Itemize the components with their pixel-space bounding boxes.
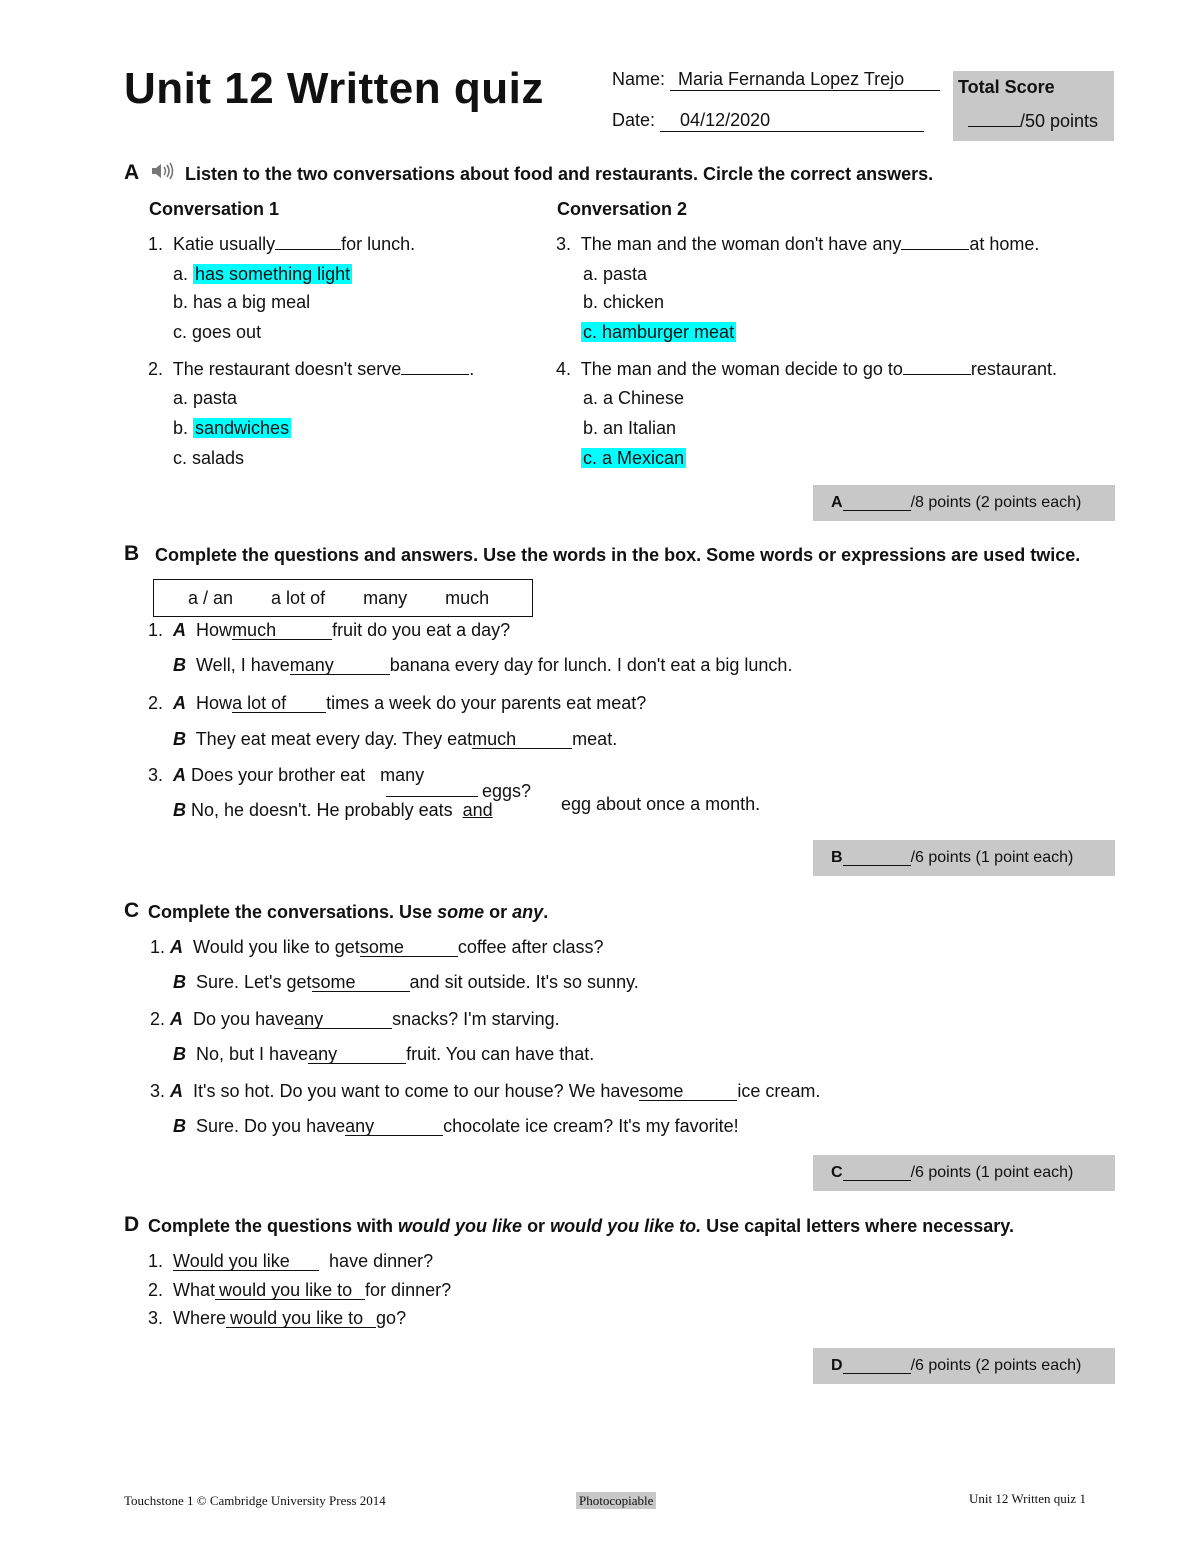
option-a3-b[interactable]: b. chicken: [583, 292, 665, 312]
question-c2a: 2. A Do you haveany snacks? I'm starving.: [150, 1009, 560, 1029]
footer-page-label: Unit 12 Written quiz 1: [969, 1491, 1086, 1506]
question-d2: 2. What would you like to for dinner?: [148, 1280, 452, 1300]
question-b2b: B They eat meat every day. They eatmuch meat.: [173, 729, 618, 749]
section-a-instruction: Listen to the two conversations about food and restaurants. Circle the correct answers.: [185, 164, 934, 184]
answer-field[interactable]: many: [380, 765, 425, 785]
answer-field[interactable]: any: [345, 1117, 443, 1136]
question-d3: 3. Where would you like to go?: [148, 1308, 407, 1328]
answer-field[interactable]: much: [232, 621, 332, 640]
word-box-item: a / an: [188, 587, 234, 608]
answer-field[interactable]: would you like to: [215, 1281, 365, 1300]
conversation-2-title: Conversation 2: [557, 199, 688, 219]
name-label: Name:: [612, 69, 666, 89]
option-a2-c[interactable]: c. salads: [173, 448, 245, 468]
question-a1: 1. Katie usually for lunch.: [148, 234, 416, 254]
option-a1-c[interactable]: c. goes out: [173, 322, 262, 342]
total-score-box: [953, 71, 1114, 141]
total-score-line: [968, 111, 1098, 132]
answer-field[interactable]: Would you like: [173, 1252, 319, 1271]
total-score-label: Total Score: [958, 77, 1055, 97]
question-c3a: 3. A It's so hot. Do you want to come to our house? We havesome ice cream.: [150, 1081, 821, 1101]
question-b1b: B Well, I havemany banana every day for lunch. I don't eat a big lunch.: [173, 655, 793, 675]
question-b3b-end: egg about once a month.: [561, 794, 761, 814]
score-blank[interactable]: [843, 850, 911, 866]
answer-field[interactable]: some: [312, 973, 410, 992]
answer-field[interactable]: would you like to: [226, 1309, 376, 1328]
answer-field[interactable]: any: [308, 1045, 406, 1064]
option-a2-b[interactable]: b. sandwiches: [173, 418, 290, 438]
question-b3b: B No, he doesn't. He probably eats and: [173, 800, 493, 820]
question-b2a: 2. A Howa lot of times a week do your parents eat meat?: [148, 693, 647, 713]
question-d1: 1. Would you like have dinner?: [148, 1251, 434, 1271]
footer-copyright: Touchstone 1 © Cambridge University Press 2014: [124, 1493, 386, 1508]
section-a-letter: A: [124, 161, 140, 184]
question-c1b: B Sure. Let's getsome and sit outside. It's so sunny.: [173, 972, 639, 992]
answer-blank[interactable]: [401, 359, 469, 375]
answer-field[interactable]: many: [290, 656, 390, 675]
date-label: Date:: [612, 110, 656, 130]
option-a1-b[interactable]: b. has a big meal: [173, 292, 311, 312]
section-c-score-box: C /6 points (1 point each): [813, 1155, 1115, 1191]
answer-blank[interactable]: [275, 234, 341, 250]
answer-blank[interactable]: [901, 234, 969, 250]
section-d-score-box: D /6 points (2 points each): [813, 1348, 1115, 1384]
section-b-instruction: Complete the questions and answers. Use the words in the box. Some words or expressions are used twice.: [155, 545, 1081, 565]
question-c2b: B No, but I haveany fruit. You can have that.: [173, 1044, 595, 1064]
name-field[interactable]: Maria Fernanda Lopez Trejo: [670, 69, 940, 91]
section-b-letter: B: [124, 542, 140, 565]
word-box: [153, 579, 533, 617]
question-a4: 4. The man and the woman decide to go to restaurant.: [556, 359, 1057, 379]
answer-field[interactable]: a lot of: [232, 694, 326, 713]
answer-line: [386, 796, 478, 797]
question-b3a-end: eggs?: [482, 781, 532, 801]
footer-photocopiable: Photocopiable: [576, 1493, 656, 1509]
question-a3: 3. The man and the woman don't have any at home.: [556, 234, 1040, 254]
word-box-item: many: [363, 587, 408, 608]
word-box-item: much: [445, 587, 490, 608]
option-a3-c[interactable]: c. hamburger meat: [583, 322, 735, 342]
question-b3a: 3. A Does your brother eat many: [148, 765, 425, 785]
score-blank[interactable]: [843, 1165, 911, 1181]
question-b1a: 1. A Howmuch fruit do you eat a day?: [148, 620, 511, 640]
answer-blank[interactable]: [903, 359, 971, 375]
option-a1-a[interactable]: a. has something light: [173, 264, 351, 284]
word-box-item: a lot of: [271, 587, 326, 608]
score-blank[interactable]: [843, 1358, 911, 1374]
section-a-score-box: A /8 points (2 points each): [813, 485, 1115, 521]
name-row: [612, 69, 940, 91]
answer-field[interactable]: much: [472, 730, 572, 749]
answer-field[interactable]: and: [462, 800, 493, 820]
question-a2: 2. The restaurant doesn't serve .: [148, 359, 475, 379]
score-blank[interactable]: [843, 495, 911, 511]
page-title: Unit 12 Written quiz: [124, 64, 544, 113]
option-a4-c[interactable]: c. a Mexican: [583, 448, 685, 468]
total-score-suffix: /50 points: [1020, 111, 1099, 131]
section-d-instruction: Complete the questions with would you like or would you like to. Use capital letters where necessary.: [148, 1216, 1014, 1236]
section-b-score-box: B /6 points (1 point each): [813, 840, 1115, 876]
answer-field[interactable]: any: [294, 1010, 392, 1029]
section-d-letter: D: [124, 1213, 140, 1236]
option-a2-a[interactable]: a. pasta: [173, 388, 238, 408]
option-a4-b[interactable]: b. an Italian: [583, 418, 677, 438]
date-field[interactable]: 04/12/2020: [660, 110, 924, 132]
total-score-blank[interactable]: [968, 111, 1020, 127]
question-c3b: B Sure. Do you haveany chocolate ice cream? It's my favorite!: [173, 1116, 739, 1136]
answer-field[interactable]: some: [639, 1082, 737, 1101]
option-a4-a[interactable]: a. a Chinese: [583, 388, 685, 408]
date-row: [612, 110, 924, 132]
option-a3-a[interactable]: a. pasta: [583, 264, 648, 284]
question-c1a: 1. A Would you like to getsome coffee after class?: [150, 937, 604, 957]
section-c-letter: C: [124, 899, 140, 922]
section-c-instruction: Complete the conversations. Use some or any.: [148, 902, 549, 922]
speaker-icon[interactable]: [150, 161, 176, 186]
answer-field[interactable]: some: [360, 938, 458, 957]
conversation-1-title: Conversation 1: [149, 199, 280, 219]
